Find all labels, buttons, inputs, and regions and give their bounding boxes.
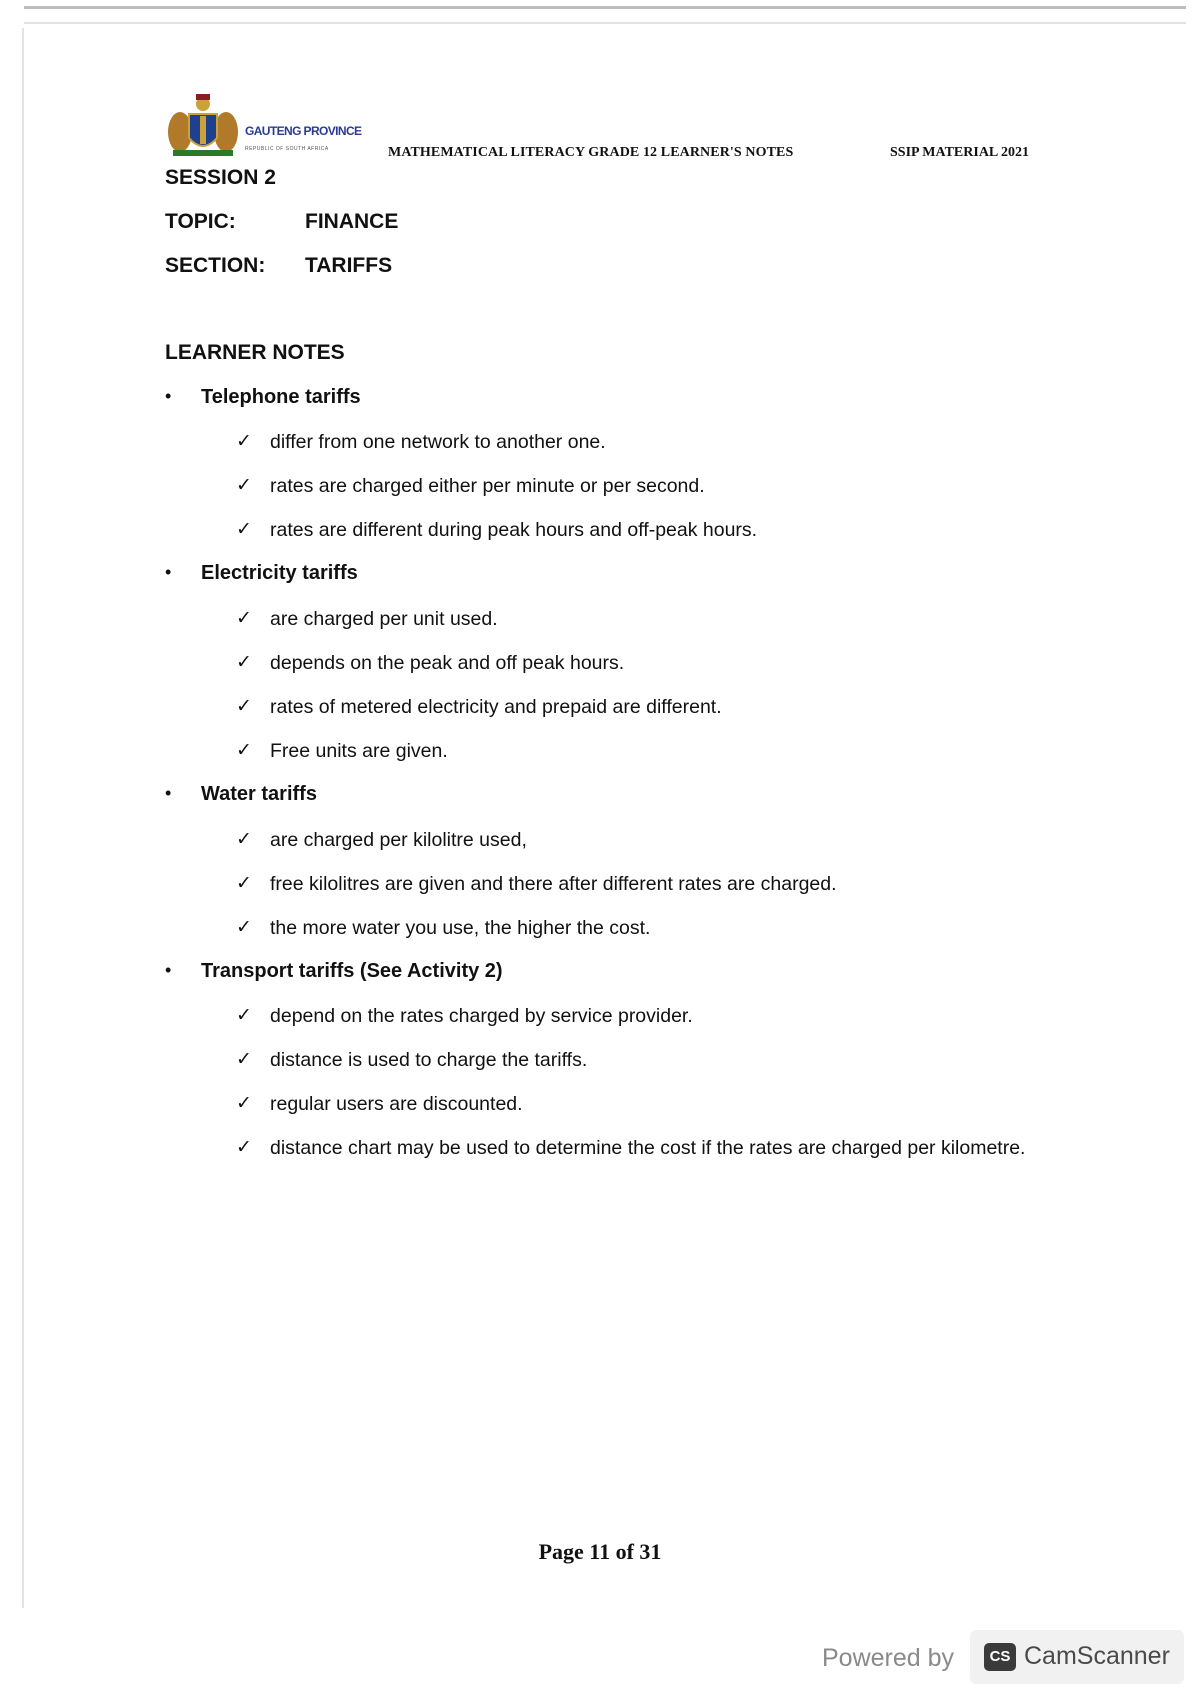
checkmark-icon: ✓: [236, 1048, 252, 1070]
page-number: 11: [589, 1539, 611, 1564]
page-footer: [0, 1539, 1200, 1565]
list-item-text: distance chart may be used to determine the cost if the rates are charged per kilometre.: [270, 1137, 1026, 1159]
of-word: of: [615, 1539, 634, 1564]
checkmark-icon: ✓: [236, 474, 252, 496]
tariff-title: Transport tariffs (See Activity 2): [201, 960, 503, 982]
camscanner-brand: CamScanner: [1024, 1642, 1170, 1670]
checkmark-icon: ✓: [236, 1136, 252, 1158]
checkmark-icon: ✓: [236, 430, 252, 452]
scan-top-edge: [24, 6, 1186, 9]
coat-of-arms-icon: [163, 92, 243, 162]
section-value: TARIFFS: [305, 254, 393, 277]
checkmark-icon: ✓: [236, 739, 252, 761]
topic-label: TOPIC:: [165, 210, 236, 233]
list-item-text: rates of metered electricity and prepaid are different.: [270, 696, 722, 718]
bullet-icon: •: [165, 960, 172, 980]
checkmark-icon: ✓: [236, 518, 252, 540]
topic-value: FINANCE: [305, 210, 399, 233]
list-item-text: distance is used to charge the tariffs.: [270, 1049, 588, 1071]
list-item-text: differ from one network to another one.: [270, 431, 606, 453]
logo-subtext: REPUBLIC OF SOUTH AFRICA: [245, 146, 329, 152]
gauteng-logo: [163, 92, 363, 162]
tariff-title: Electricity tariffs: [201, 562, 358, 584]
list-item-text: are charged per unit used.: [270, 608, 498, 630]
list-item-text: the more water you use, the higher the cost.: [270, 917, 651, 939]
camscanner-badge: [970, 1630, 1184, 1684]
list-item-text: depend on the rates charged by service provider.: [270, 1005, 693, 1027]
checkmark-icon: ✓: [236, 1004, 252, 1026]
bullet-icon: •: [165, 386, 172, 406]
logo-text: GAUTENG PROVINCE: [245, 124, 362, 138]
checkmark-icon: ✓: [236, 607, 252, 629]
material-label: SSIP MATERIAL 2021: [890, 145, 1029, 160]
bullet-icon: •: [165, 562, 172, 582]
page-word: Page: [538, 1539, 584, 1564]
section-label: SECTION:: [165, 254, 266, 277]
scan-left-edge: [22, 28, 24, 1608]
list-item-text: depends on the peak and off peak hours.: [270, 652, 625, 674]
page-total: 31: [639, 1539, 662, 1564]
checkmark-icon: ✓: [236, 1092, 252, 1114]
document-title: MATHEMATICAL LITERACY GRADE 12 LEARNER'S NOTES: [388, 145, 794, 160]
powered-by-text: Powered by: [822, 1644, 955, 1672]
bullet-icon: •: [165, 783, 172, 803]
tariff-title: Water tariffs: [201, 783, 317, 805]
list-item-text: rates are different during peak hours and off-peak hours.: [270, 519, 758, 541]
list-item-text: Free units are given.: [270, 740, 448, 762]
list-item-text: rates are charged either per minute or per second.: [270, 475, 705, 497]
checkmark-icon: ✓: [236, 695, 252, 717]
tariff-title: Telephone tariffs: [201, 386, 361, 408]
checkmark-icon: ✓: [236, 828, 252, 850]
list-item-text: regular users are discounted.: [270, 1093, 523, 1115]
session-heading: SESSION 2: [165, 166, 276, 189]
checkmark-icon: ✓: [236, 651, 252, 673]
list-item-text: free kilolitres are given and there after different rates are charged.: [270, 873, 837, 895]
checkmark-icon: ✓: [236, 916, 252, 938]
learner-notes-heading: LEARNER NOTES: [165, 341, 345, 364]
camscanner-icon: CS: [984, 1643, 1016, 1671]
checkmark-icon: ✓: [236, 872, 252, 894]
list-item-text: are charged per kilolitre used,: [270, 829, 527, 851]
scan-top-edge-inner: [24, 22, 1186, 24]
